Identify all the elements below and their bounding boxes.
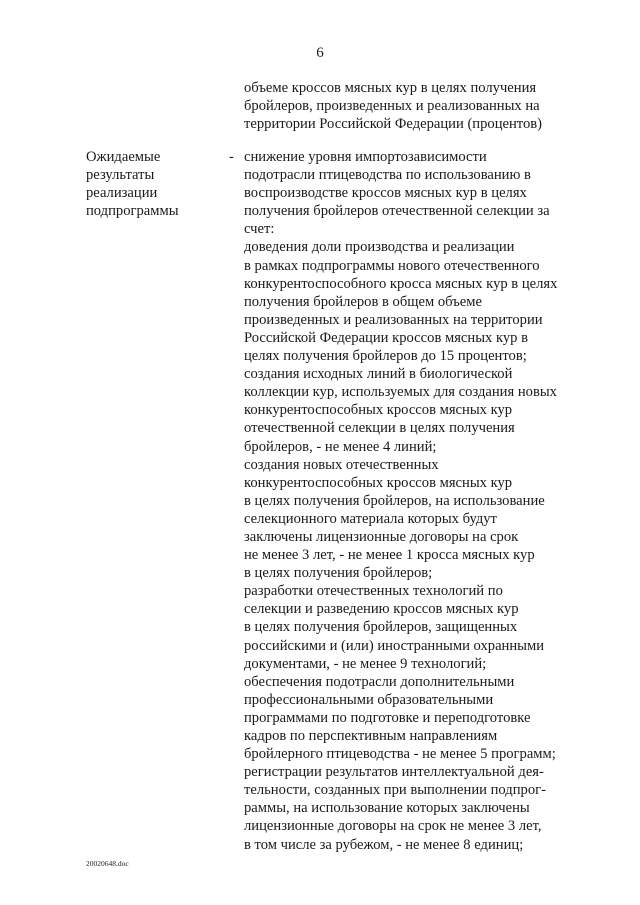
text-line: селекционного материала которых будут: [244, 510, 497, 527]
row-dash: -: [229, 149, 234, 165]
text-line: в целях получения бройлеров, на использование: [244, 492, 545, 509]
text-line: заключены лицензионные договоры на срок: [244, 528, 519, 545]
text-line: создания новых отечественных: [244, 456, 439, 473]
text-line: бройлеров, - не менее 4 линий;: [244, 438, 437, 455]
text-line: подотрасли птицеводства по использованию в: [244, 167, 531, 184]
text-line: селекции и разведению кроссов мясных кур: [244, 601, 519, 618]
row-content: [244, 148, 557, 854]
text-line: воспроизводстве кроссов мясных кур в целях: [244, 185, 527, 202]
text-line: кадров по перспективным направлениям: [244, 728, 498, 744]
text-line: документами, - не менее 9 технологий;: [244, 655, 487, 672]
text-line: профессиональными образовательными: [244, 691, 494, 708]
text-line: счет:: [244, 221, 275, 238]
text-line: не менее 3 лет, - не менее 1 кросса мясных кур: [244, 547, 535, 564]
text-line: снижение уровня импортозависимости: [244, 149, 487, 165]
text-line: получения бройлеров в общем объеме: [244, 293, 482, 310]
text-line: программами по подготовке и переподготовке: [244, 709, 531, 726]
text-line: разработки отечественных технологий по: [244, 583, 503, 600]
text-line: регистрации результатов интеллектуальной дея-: [244, 764, 544, 781]
text-line: бройлерного птицеводства - не менее 5 программ;: [244, 746, 556, 763]
text-line: российскими и (или) иностранными охранными: [244, 637, 545, 654]
text-line: лицензионные договоры на срок не менее 3 лет,: [244, 818, 542, 835]
label-line: результаты: [86, 167, 155, 184]
text-line: конкурентоспособных кроссов мясных кур: [244, 402, 513, 419]
text-line: бройлеров, произведенных и реализованных на: [244, 98, 540, 115]
text-line: территории Российской Федерации (процентов): [244, 116, 543, 133]
text-line: получения бройлеров отечественной селекции за: [244, 203, 550, 220]
text-line: Российской Федерации кроссов мясных кур в: [244, 329, 528, 346]
text-line: объеме кроссов мясных кур в целях получения: [244, 80, 537, 96]
text-line: создания исходных линий в биологической: [244, 366, 513, 383]
continuation-text: [244, 79, 542, 133]
file-name-footer: 20020648.doc: [86, 859, 129, 868]
text-line: конкурентоспособного кросса мясных кур в целях: [244, 275, 558, 292]
row-label: [86, 148, 179, 220]
text-line: произведенных и реализованных на территории: [244, 311, 543, 328]
label-line: Ожидаемые: [86, 149, 161, 165]
text-line: обеспечения подотрасли дополнительными: [244, 673, 515, 690]
page-number: 6: [316, 45, 324, 61]
text-line: в рамках подпрограммы нового отечественного: [244, 257, 540, 274]
text-line: доведения доли производства и реализации: [244, 239, 515, 256]
text-line: в том числе за рубежом, - не менее 8 единиц;: [244, 836, 524, 853]
text-line: в целях получения бройлеров;: [244, 565, 433, 582]
text-line: раммы, на использование которых заключены: [244, 800, 530, 817]
text-line: тельности, созданных при выполнении подпрог-: [244, 782, 546, 799]
text-line: целях получения бройлеров до 15 процентов;: [244, 348, 527, 365]
text-line: отечественной селекции в целях получения: [244, 420, 515, 437]
label-line: реализации: [86, 185, 158, 202]
text-line: коллекции кур, используемых для создания новых: [244, 384, 557, 401]
text-line: конкурентоспособных кроссов мясных кур: [244, 474, 513, 491]
text-line: в целях получения бройлеров, защищенных: [244, 619, 518, 636]
label-line: подпрограммы: [86, 203, 179, 220]
